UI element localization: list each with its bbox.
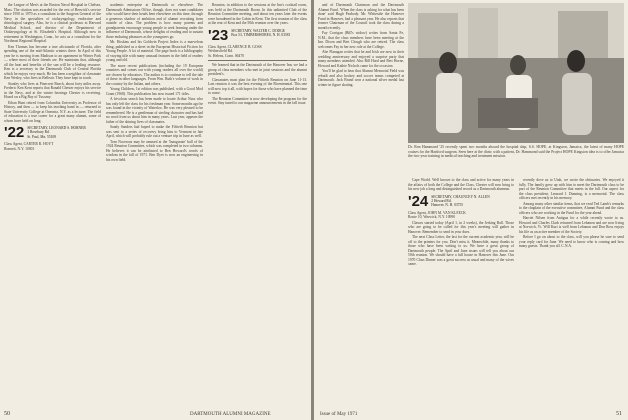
paragraph: Reunion, in addition to the sessions at the Inn's cocktail room, was held at the Dartmouth Room. In this unlimited Club of the Reunion Committee meeting, and about ten years later the events were broadened in the Cabin in Kent. The first reunion of the class at the rear of Kent and the 50th reunion over the years. bbox=[208, 3, 307, 25]
class-agent: Class Agent, CARTER R. HOYT Bonnett, N.Y. 10001 bbox=[4, 142, 54, 151]
paragraph: Young Children, 1st edition was published, with a Good Mod Grant (1968). This publication has now issued 171 titles. bbox=[106, 87, 203, 96]
paragraph: Mr. Hoskins and his Goldwin Project Index is a marvelous thing, published as a sheet in the European Historical Fiction for Young People. A lot of material. The page book is a bibliography of varying title with many unusual features in the field of readers young and old. bbox=[106, 40, 203, 62]
right-footer-issue bbox=[320, 412, 357, 417]
paragraph: Classes started today (April 1, in 2 weeks), the Jerking Ball. Those who are going to be called for this year's meeting will gather in Hanover. Remember to send in your dues. bbox=[408, 220, 514, 234]
issue-date: Issue of May 1971 bbox=[320, 412, 358, 417]
paragraph: and of Dartmouth Chairman and the Dartmouth Alumni Fund. 'When the class is asking for what has been done' said Hugh Peabody. Mr. Whiteside the Hanover Fund in Hanover, had a pleasant year. He also reports that former Chairman of the Council took the class during a month recently. bbox=[318, 3, 404, 30]
paragraph: Stanley who lives at Pinecrest Beach, about forty miles away. Frederic Ken Kent reports that Ranald Chester enjoys his service in the Navy, and at the winter hearings Chester is receiving. Hoard on a Big Bay of Tuscany. bbox=[4, 81, 101, 99]
divider bbox=[208, 60, 307, 61]
paragraph: Abe Flanagan writes that he and Irish are now in their wedding anniversary and enjoyed a surprise party that many members attended. Also Bill Hurd and Bert Horne, Howard and Kathie Nichols came for the occasion. bbox=[318, 50, 404, 68]
paragraph: Harriet Nilsen from Antigua for a while recently wrote to us. Howard and Charles Clark returned from Lebanon and are now living at Norwich, Vt. Will Kurt is well from Lebanon and Don Ross enjoys his life as an active member of the Society. bbox=[519, 216, 624, 234]
paragraph: The next Class Letter, the last for the current academic year, will be off to the printers for you. Don't miss it. Meanwhile, many thanks to those who have been writing to us. We have a great group of Dartmouth people. The April and June issues will tell you about our 50th reunion. We should have a full house in Hanover this June. Our 1970 Class Dinner was a great success as usual and many of the wives came. bbox=[408, 235, 514, 266]
paragraph: Classmates must plan for the Fiftieth Reunion on June 11-13. Last reunion it was the best evening of the Bicentennial. This one will now top it all, with hopes for those who have planned the time to come. bbox=[208, 77, 307, 95]
class-agent: Class Agent, JOHN M. VAN KLEECK Route 10, Warwick, N.Y. 10990 bbox=[408, 210, 466, 219]
photo-caption: Dr. Ron Hammond '25 recently spent two months aboard the hospital ship, S.S. HOPE, at Kingston, Jamaica, the latest of many HOPE cruises for the Hartford surgeon. Seen here at the clinic with a patient, Dr. Hammond said the Project HOPE Kingston idea is to offer Jamaica the two-year training in medical teaching and treatment mission. bbox=[408, 145, 624, 159]
class-24-heading bbox=[408, 192, 514, 210]
paragraph: Before I go on about to the class, will you please be sure to send your reply card for June. We need to know who is coming and how many guests. Thank you all. C.N.A. bbox=[519, 235, 624, 248]
paragraph: the League of Men's at the Boston Naval Hospital in Chelsea, Mass. The citation was awarded for the rest of Berwick's service since 1950 to 1970 as a consultant to the Surgeon General of the Navy in the specialties of otolaryngology, endocrine and rhinological surgery. Also, he is a clinical professor at Harvard Medical School, and director of the Department of Otolaryngology at St. Elizabeth's Hospital. Although now in retirement in Washington, Conn., he acts as a consultant for the Northeast Regional Hospital. bbox=[4, 3, 101, 43]
paragraph: Sandy Sanders had hoped to make the Fiftieth Reunion but was sent to a series of recovery bring him to Vermont in late April, which will probably rule out a venture trip in June as well. bbox=[106, 125, 203, 138]
column-2 bbox=[106, 3, 203, 403]
right-page bbox=[314, 0, 628, 420]
class-secretary: SECRETARY, WALTER C. DODGE Box 53, TIMBERSHORES, N. H. 03581 bbox=[231, 28, 291, 37]
page-number: 50 bbox=[4, 411, 10, 417]
paragraph: Fay Corrigan (Bill's widow) writes from Santa Fe, N.M., that the class members have been meeting at the Inn. Dixon and Bert Clough who are retired. The class welcomes Fay in her new role at the College. bbox=[318, 31, 404, 49]
paragraph: A frivolous search has been made to locate Arthur Nuss who has only left the class for his freshman year. Some months ago he was found in the vicinity of Waterloo. He was very pleased to be remembered. He is a gentleman of sterling character and has had no word from us about him in many years. Last year, appears the father of the shining lives of classmates. bbox=[106, 97, 203, 124]
column-5 bbox=[408, 178, 514, 403]
paragraph: Tom Nocerous may be amused at the 'Inaugurate' ball of the 1924 Reunion Committee, which was completed in two columns. He believes it can be attributed to Ben Howard's words of wisdom in the fall of 1971. Ben Dyer is now an engineering in his own field. bbox=[106, 139, 203, 162]
class-secretary: SECRETARY, LEONARD S. HORNER 1 Rosebury Rd. St. Paul, Mn. 55108 bbox=[27, 126, 86, 139]
column-3 bbox=[208, 3, 307, 403]
class-agent: Class Agent, CLARENCE B. GOSS Wethersfield Rd. St. Helens, Conn. 06470 bbox=[208, 44, 262, 58]
class-year: '24 bbox=[408, 192, 429, 210]
column-6 bbox=[519, 178, 624, 403]
magazine-title bbox=[190, 412, 271, 417]
class-secretary: SECRETARY, CHAUNCEY N. ALLEN 2 Howard Rd. Hanover, N. H. 03755 bbox=[431, 194, 490, 208]
paragraph: The more recent publications (including the 19 European countries and comes out with young readers all over the world) are chosen by educators. The author is to continue to tell the tale of these in other languages. From Wm. Ruth's volume of work in the country by the Italian, and others. bbox=[106, 63, 203, 86]
paragraph: Ken Thomas has become a true aficionado of Florida, after spending one of the mid-Atlantic winters there. In April of this year he is moving from Madison to an apartment in Winter Park — where most of their friends are. He maintains that, although all the heat and benefits of the sun will be a healing resource. Ken is a secretary in the Dartmouth Club of Central Florida which he enjoys very much. He has been a neighbor of classmate Ken Wesley, who lives in Belleair. They have kept in touch. bbox=[4, 44, 101, 80]
photo-scene bbox=[408, 3, 624, 143]
paragraph: recently dove us to Utah, we wrote the obituaries. We enjoyed it fully. The family grew up with him to meet the Dartmouth class to be part of the Reunion Committee that meets in the fall. Our aspect for the class president, Leonard J. Dunning, is a memorial. The class officers met recently in his memory. bbox=[519, 178, 624, 200]
class-year: '23 bbox=[208, 26, 229, 44]
class-23-heading bbox=[208, 26, 307, 44]
class-year: '22 bbox=[4, 124, 25, 141]
photograph bbox=[408, 3, 624, 143]
paragraph: academic enterprise at Dartmouth or elsewhere. The Dartmouth Admissions Office, though, does not want candidates who would have their heads bent elsewhere on this time, through a generous shadow of ambition and of alumni recruiting from outside of class. The problem is how many parents and grandparents encourage young people to seek learning under the influence of Dartmouth, whose delights of reading and to sustain those enduring pleasures as the youngsters go. bbox=[106, 3, 203, 39]
page-number: 51 bbox=[616, 411, 622, 417]
column-1 bbox=[4, 3, 101, 403]
magazine-name: DARTMOUTH ALUMNI MAGAZINE bbox=[190, 412, 271, 417]
paragraph: You'll be glad to hear that Alumni Memorial Field was rebuilt and also hockey and soccer teams competed at Dartmouth. Jack Brand won a national silver medal last winter in figure skating. bbox=[318, 69, 404, 87]
paragraph: Ethan Hunt retired from Columbia University as Professor of History, and then — to keep his teaching hand in — returned to State University College at Oneonta, N.Y. as a lecturer. The field of education is a true career for a great many alumni, some of whom have held on long. bbox=[4, 100, 101, 123]
class-22-heading bbox=[4, 126, 101, 140]
paragraph: Among many other similar items, that we read Ted Lamb's remarks to the chaplain of the executive committee, Alumni Fund and the class officers who are working in the Fund for the year ahead. bbox=[519, 201, 624, 215]
column-4 bbox=[318, 3, 404, 403]
left-page bbox=[0, 0, 311, 420]
right-footer bbox=[616, 411, 622, 417]
paragraph: The Reunion Committee is now developing the program for the event. Stay tuned to our magazine announcements in the fall issue. bbox=[208, 96, 307, 105]
paragraph: We learned that in the Dartmouth of the Hanover Inn, we had a group of class members who met in joint sessions and the alumni president's. bbox=[208, 63, 307, 76]
left-footer bbox=[4, 411, 10, 417]
paragraph: Cape World. Well known to the class and active for many years in the affairs of both the College and the Class, Chester will now bring to his new job a long and distinguished record as a Dartmouth alumnus. bbox=[408, 178, 514, 191]
